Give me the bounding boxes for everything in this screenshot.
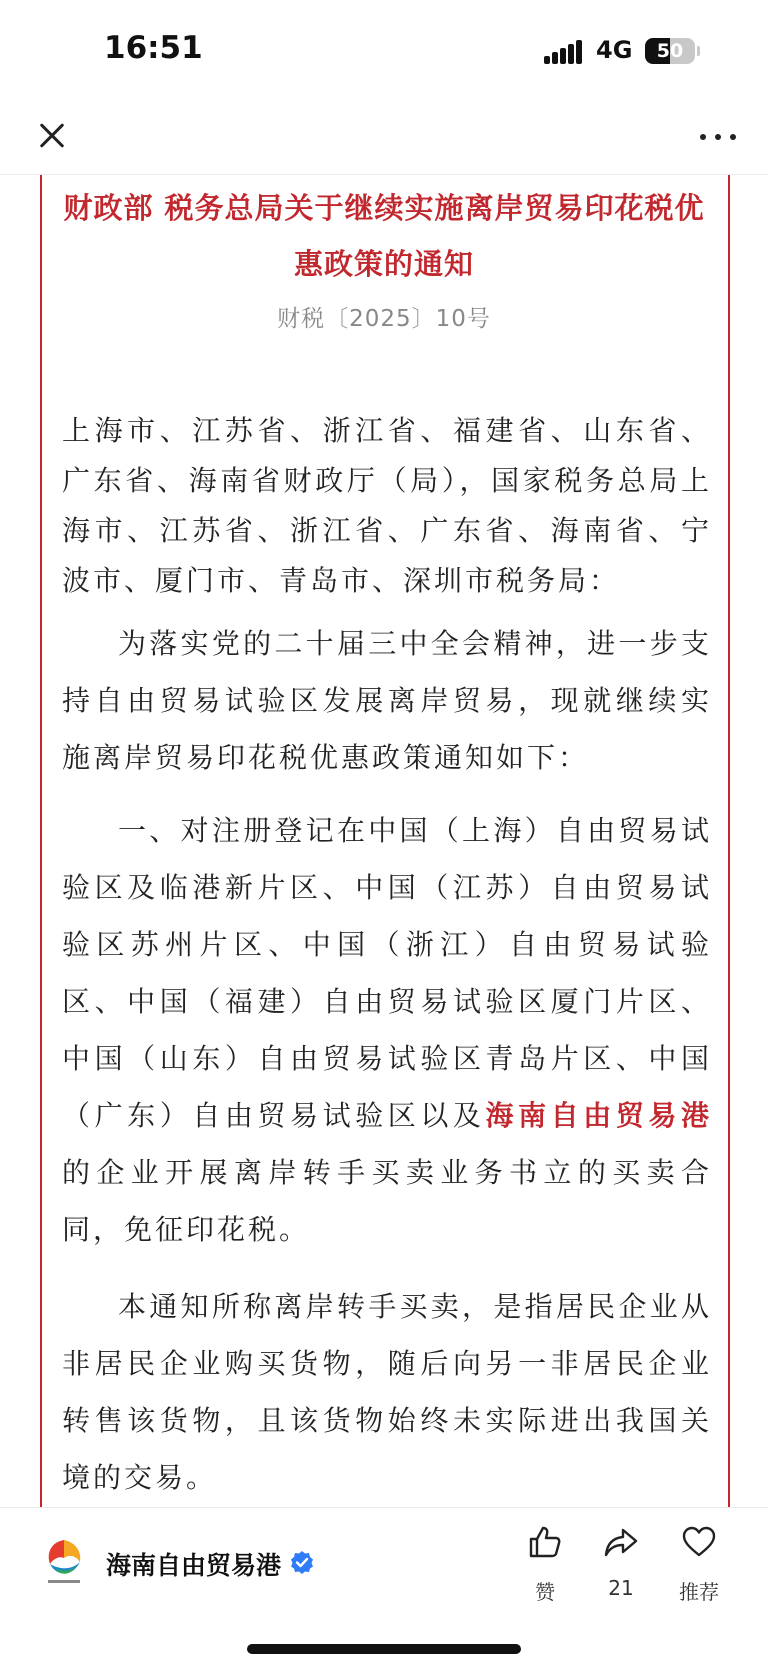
battery-icon xyxy=(645,38,695,64)
share-arrow-icon xyxy=(603,1524,639,1560)
battery-nub xyxy=(697,46,700,56)
like-label: 赞 xyxy=(535,1580,555,1604)
signal-strength-icon xyxy=(544,40,584,64)
highlight-hainan-ftp[interactable]: 海南自由贸易港 xyxy=(485,1099,712,1132)
nav-bar xyxy=(0,100,768,175)
article-paragraph-item-one xyxy=(62,802,712,1258)
network-type: 4G xyxy=(596,36,633,64)
thumbs-up-icon xyxy=(527,1524,563,1560)
account-name[interactable]: 海南自由贸易港 xyxy=(106,1551,282,1580)
battery-level: 50 xyxy=(656,40,684,62)
close-icon[interactable] xyxy=(32,116,72,156)
account-logo-icon[interactable] xyxy=(42,1536,86,1586)
verified-badge-icon xyxy=(290,1550,314,1574)
more-options-icon[interactable] xyxy=(696,116,740,156)
article-title: 财政部 税务总局关于继续实施离岸贸易印花税优惠政策的通知 xyxy=(63,191,705,281)
paragraph-text: 一、对注册登记在中国（上海）自由贸易试验区及临港新片区、中国（江苏）自由贸易试验区苏州片区、中国（浙江）自由贸易试验区、中国（福建）自由贸易试验区厦门片区、中国（山东）自由贸易试验区青岛片区、中国（广东）自由贸易试验区以及 xyxy=(62,814,712,1132)
home-indicator[interactable] xyxy=(247,1644,521,1654)
heart-icon xyxy=(681,1524,717,1560)
bottom-bar xyxy=(0,1507,768,1666)
share-count: 21 xyxy=(608,1576,634,1600)
like-button[interactable] xyxy=(510,1524,580,1610)
recommend-button[interactable] xyxy=(664,1524,734,1610)
recommend-label: 推荐 xyxy=(679,1580,719,1604)
article-paragraph-intro: 为落实党的二十届三中全会精神，进一步支持自由贸易试验区发展离岸贸易，现就继续实施离岸贸易印花税优惠政策通知如下： xyxy=(62,627,712,774)
status-time: 16:51 xyxy=(104,30,203,66)
article-addressee: 上海市、江苏省、浙江省、福建省、山东省、广东省、海南省财政厅（局），国家税务总局上海市、江苏省、浙江省、广东省、海南省、宁波市、厦门市、青岛市、深圳市税务局： xyxy=(62,414,712,597)
article-paragraph-definition: 本通知所称离岸转手买卖，是指居民企业从非居民企业购买货物，随后向另一非居民企业转售该货物，且该货物始终未实际进出我国关境的交易。 xyxy=(62,1290,712,1494)
share-button[interactable] xyxy=(586,1524,656,1610)
document-number: 财税〔2025〕10号 xyxy=(277,306,491,332)
paragraph-text: 的企业开展离岸转手买卖业务书立的买卖合同，免征印花税。 xyxy=(62,1156,712,1246)
status-bar xyxy=(0,0,768,100)
